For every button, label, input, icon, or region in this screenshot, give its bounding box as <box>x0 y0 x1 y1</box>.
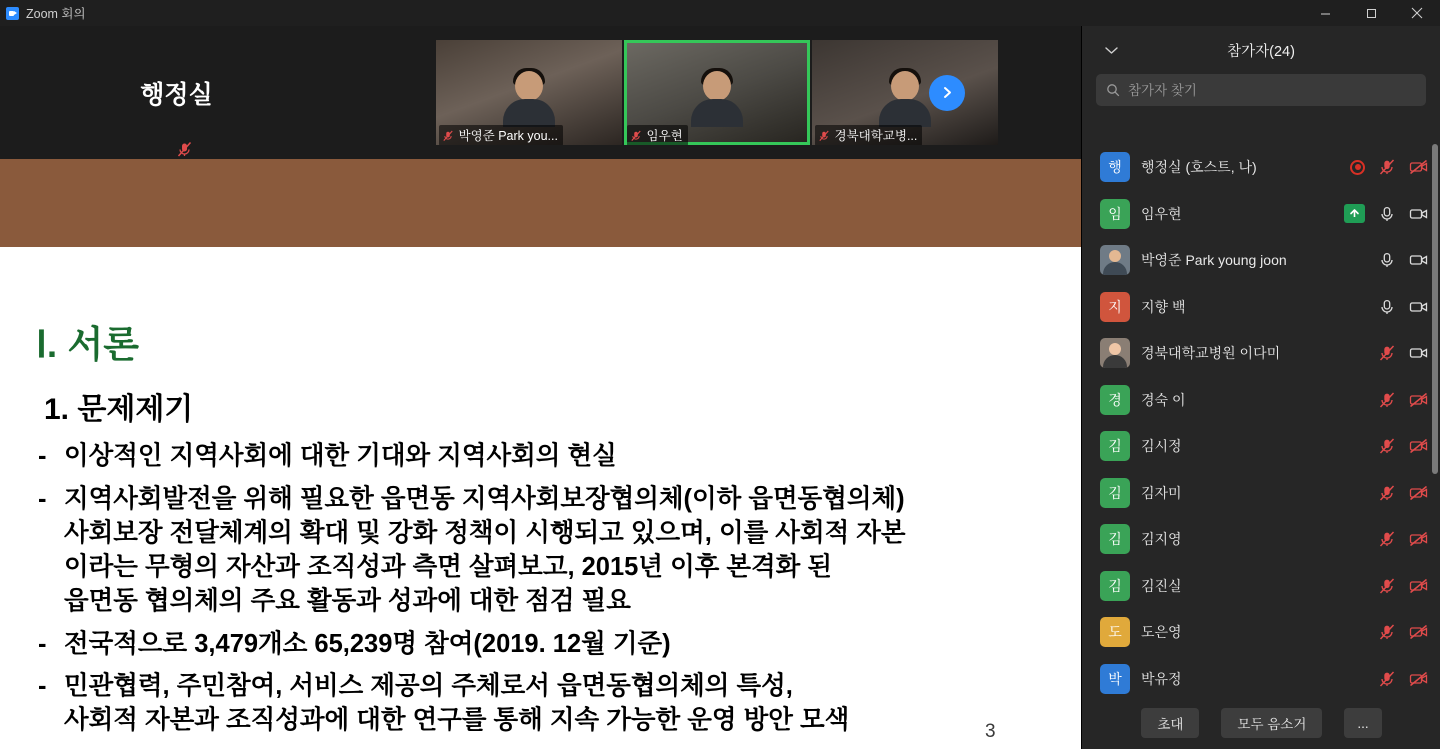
video-off-icon[interactable] <box>1409 437 1427 455</box>
participant-name: 지향 백 <box>1141 298 1186 315</box>
video-tile-namebar <box>624 126 810 145</box>
participant-name: 행정실 (호스트, 나) <box>1141 159 1257 176</box>
avatar-initial: 박 <box>1108 670 1122 687</box>
slide-body <box>38 384 1061 747</box>
video-tile[interactable] <box>436 40 622 145</box>
video-tile-name: 경북대학교병... <box>834 129 918 143</box>
list-item[interactable] <box>1082 144 1440 191</box>
slide-header-band <box>0 159 1081 247</box>
host-video-tile[interactable] <box>0 26 353 159</box>
avatar-initial: 도 <box>1108 624 1122 641</box>
list-item[interactable] <box>1082 284 1440 331</box>
slide-heading: 1. 문제제기 <box>44 393 194 426</box>
avatar <box>1100 385 1130 415</box>
window-controls <box>1302 0 1440 26</box>
participant-name: 김시정 <box>1141 438 1182 455</box>
participants-panel <box>1081 26 1440 749</box>
video-tile-namebar <box>436 126 622 145</box>
avatar-initial: 지 <box>1108 298 1122 315</box>
shared-slide <box>0 159 1081 749</box>
mic-off-icon <box>630 129 644 143</box>
participant-name: 경북대학교병원 이다미 <box>1141 345 1281 362</box>
avatar-initial: 김 <box>1108 531 1122 548</box>
avatar <box>1100 199 1130 229</box>
more-options-button[interactable]: ... <box>1344 708 1381 738</box>
participant-icons <box>1350 158 1427 176</box>
participants-list[interactable] <box>1082 144 1440 699</box>
avatar-initial: 김 <box>1108 577 1122 594</box>
mic-on-icon[interactable] <box>1378 205 1396 223</box>
avatar <box>1100 152 1130 182</box>
list-item[interactable] <box>1082 609 1440 656</box>
mic-off-icon <box>818 129 832 143</box>
list-item[interactable] <box>1082 516 1440 563</box>
participant-icons <box>1378 670 1427 688</box>
participants-scrollbar[interactable] <box>1432 144 1438 689</box>
video-off-icon[interactable] <box>1409 484 1427 502</box>
participant-icons <box>1378 298 1427 316</box>
avatar <box>1100 338 1130 368</box>
participant-icons <box>1378 344 1427 362</box>
list-item[interactable] <box>1082 191 1440 238</box>
mic-off-icon <box>442 129 456 143</box>
chevron-right-icon[interactable] <box>929 75 965 111</box>
mic-off-icon[interactable] <box>1378 623 1396 641</box>
slide-bullet <box>38 483 1061 619</box>
mute-all-button[interactable]: 모두 음소거 <box>1221 708 1322 738</box>
avatar <box>1100 571 1130 601</box>
bullet-dash: - <box>38 629 47 658</box>
avatar <box>1100 245 1130 275</box>
participant-name: 임우현 <box>1141 205 1182 222</box>
mic-off-icon <box>176 136 193 153</box>
video-off-icon[interactable] <box>1409 391 1427 409</box>
video-off-icon[interactable] <box>1409 530 1427 548</box>
mic-off-icon[interactable] <box>1378 670 1396 688</box>
bullet-line: 이라는 무형의 자산과 조직성과 측면 살펴보고, 2015년 이후 본격화 된 <box>64 552 833 581</box>
bullet-dash: - <box>38 672 47 701</box>
participant-icons <box>1378 251 1427 269</box>
list-item[interactable] <box>1082 470 1440 517</box>
avatar <box>1100 431 1130 461</box>
participant-icons <box>1378 623 1427 641</box>
participant-video-figure <box>503 71 555 127</box>
list-item[interactable] <box>1082 656 1440 700</box>
participant-name: 박영준 Park young joon <box>1141 252 1287 269</box>
mic-on-icon[interactable] <box>1378 298 1396 316</box>
close-icon[interactable] <box>1394 0 1440 26</box>
chevron-down-icon[interactable] <box>1102 41 1120 59</box>
mic-off-icon[interactable] <box>1378 437 1396 455</box>
avatar <box>1100 292 1130 322</box>
search-box[interactable] <box>1096 74 1426 106</box>
window-title: Zoom 회의 <box>26 7 86 21</box>
slide-bullet <box>38 670 1061 738</box>
title-bar <box>0 0 1440 26</box>
bullet-line: 이상적인 지역사회에 대한 기대와 지역사회의 현실 <box>64 442 617 470</box>
bullet-dash: - <box>38 484 47 513</box>
scrollbar-thumb[interactable] <box>1432 144 1438 474</box>
video-tile-namebar <box>812 126 998 145</box>
avatar-initial: 임 <box>1108 205 1122 222</box>
mic-on-icon[interactable] <box>1378 251 1396 269</box>
participants-footer <box>1082 697 1440 749</box>
video-off-icon[interactable] <box>1409 577 1427 595</box>
search-icon <box>1106 83 1120 97</box>
participants-title: 참가자(24) <box>1227 43 1295 60</box>
minimize-icon[interactable] <box>1302 0 1348 26</box>
video-on-icon[interactable] <box>1409 344 1427 362</box>
mic-off-icon[interactable] <box>1378 344 1396 362</box>
participant-name: 도은영 <box>1141 624 1182 641</box>
participant-video-figure <box>691 71 743 127</box>
mic-off-icon[interactable] <box>1378 391 1396 409</box>
avatar <box>1100 617 1130 647</box>
participant-name: 김진실 <box>1141 577 1182 594</box>
slide-bullet <box>38 628 1061 662</box>
participant-name: 경숙 이 <box>1141 391 1186 408</box>
raise-hand-icon <box>1344 204 1365 223</box>
video-off-icon[interactable] <box>1409 158 1427 176</box>
list-item[interactable] <box>1082 377 1440 424</box>
zoom-logo-icon <box>6 7 19 20</box>
participant-name: 김자미 <box>1141 484 1182 501</box>
video-on-icon[interactable] <box>1409 298 1427 316</box>
mic-off-icon[interactable] <box>1378 530 1396 548</box>
participant-video-figure <box>879 71 931 127</box>
mic-off-icon[interactable] <box>1378 577 1396 595</box>
participants-panel-header <box>1082 26 1440 74</box>
slide-page-number: 3 <box>985 721 996 742</box>
avatar-initial: 김 <box>1108 438 1122 455</box>
bullet-line: 전국적으로 3,479개소 65,239명 참여(2019. 12월 기준) <box>64 629 671 658</box>
video-tile-name: 임우현 <box>646 129 683 143</box>
host-tile-label: 행정실 <box>140 80 213 109</box>
invite-button[interactable]: 초대 <box>1141 708 1199 738</box>
video-off-icon[interactable] <box>1409 670 1427 688</box>
list-item[interactable] <box>1082 237 1440 284</box>
avatar-initial: 행 <box>1108 159 1122 176</box>
list-item[interactable] <box>1082 330 1440 377</box>
search-input[interactable] <box>1128 83 1416 98</box>
bullet-line: 사회적 자본과 조직성과에 대한 연구를 통해 지속 가능한 운영 방안 모색 <box>64 706 850 735</box>
avatar-initial: 김 <box>1108 484 1122 501</box>
video-tile[interactable] <box>812 40 998 145</box>
participant-icons <box>1378 530 1427 548</box>
participant-name: 김지영 <box>1141 531 1182 548</box>
participant-icons <box>1344 204 1427 223</box>
avatar <box>1100 664 1130 694</box>
slide-bullet <box>38 440 1061 474</box>
participant-name: 박유정 <box>1141 670 1182 687</box>
participant-icons <box>1378 484 1427 502</box>
slide-title: Ⅰ. 서론 <box>36 324 139 365</box>
video-filmstrip <box>0 26 1081 159</box>
participants-search-wrap <box>1082 74 1440 106</box>
maximize-icon[interactable] <box>1348 0 1394 26</box>
avatar <box>1100 478 1130 508</box>
bullet-dash: - <box>38 442 47 470</box>
video-on-icon[interactable] <box>1409 205 1427 223</box>
mic-off-icon[interactable] <box>1378 484 1396 502</box>
video-tile-name: 박영준 Park you... <box>458 129 558 143</box>
participant-icons <box>1378 437 1427 455</box>
recording-icon <box>1350 160 1365 175</box>
participant-icons <box>1378 577 1427 595</box>
bullet-line: 지역사회발전을 위해 필요한 읍면동 지역사회보장협의체(이하 읍면동협의체) <box>64 484 905 513</box>
avatar-initial: 경 <box>1108 391 1122 408</box>
video-on-icon[interactable] <box>1409 251 1427 269</box>
list-item[interactable] <box>1082 563 1440 610</box>
meeting-area <box>0 26 1081 749</box>
video-tile-active-speaker[interactable] <box>624 40 810 145</box>
video-off-icon[interactable] <box>1409 623 1427 641</box>
bullet-line: 민관협력, 주민참여, 서비스 제공의 주체로서 읍면동협의체의 특성, <box>64 672 793 701</box>
mic-off-icon[interactable] <box>1378 158 1396 176</box>
participant-icons <box>1378 391 1427 409</box>
list-item[interactable] <box>1082 423 1440 470</box>
avatar <box>1100 524 1130 554</box>
bullet-line: 사회보장 전달체계의 확대 및 강화 정책이 시행되고 있으며, 이를 사회적 자본 <box>64 518 906 547</box>
bullet-line: 읍면동 협의체의 주요 활동과 성과에 대한 점검 필요 <box>64 586 631 615</box>
